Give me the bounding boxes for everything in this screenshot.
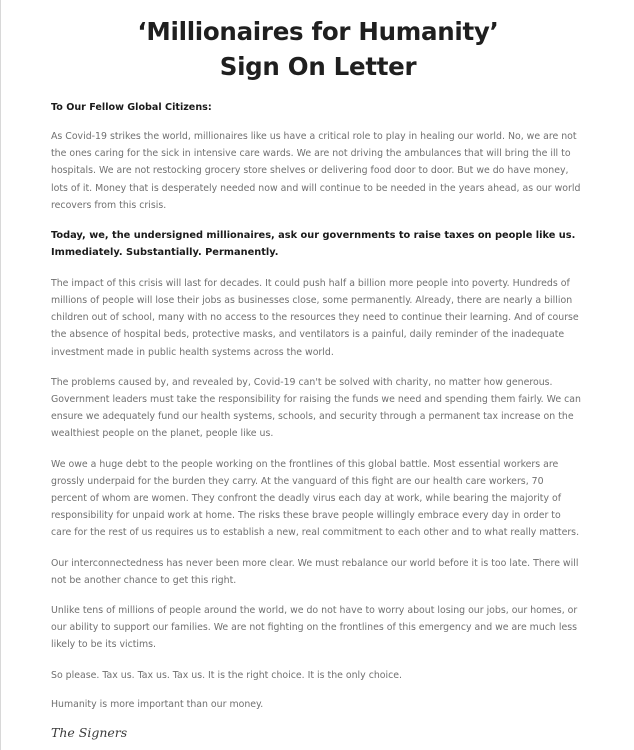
paragraph-intro: As Covid-19 strikes the world, millionaires like us have a critical role to play in healing our world. No, we are not the ones caring for the sick in intensive care wards. We are not driving the ambulances that will bring the ill to hospitals. We are not restocking grocery store shelves or delivering food door to door. But we do have money, lots of it. Money that is desperately needed now and will continue to be needed in the years ahead, as our world recovers from this crisis.: [51, 131, 581, 211]
salutation: To Our Fellow Global Citizens:: [51, 102, 212, 113]
title-line-2: Sign On Letter: [219, 52, 417, 81]
signature: The Signers: [51, 725, 128, 741]
paragraph-interconnectedness: Our interconnectedness has never been more clear. We must rebalance our world before it is too late. There will not be another chance to get this right.: [51, 557, 579, 586]
paragraph-debt: We owe a huge debt to the people working on the frontlines of this global battle. Most essential workers are grossly underpaid for the burden they carry. At the vanguard of this fight are our health care workers, 70 percent of whom are women. They confront the deadly virus each day at work, while bearing the majority of responsibility for unpaid work at home. The risks these brave people willingly embrace every day in order to care for the rest of us requires us to establish a new, real commitment to each other and to what really matters.: [51, 458, 580, 539]
paragraph-impact: The impact of this crisis will last for decades. It could push half a billion more people into poverty. Hundreds of millions of people will lose their jobs as businesses close, some permanently. Already, there are nearly a billion children out of school, many with no access to the resources they need to continue their learning. And of course the absence of hospital beds, protective masks, and ventilators is a painful, daily reminder of the inadequate investment made in public health systems across the world.: [51, 277, 579, 358]
paragraph-tax-us: So please. Tax us. Tax us. Tax us. It is the right choice. It is the only choice.: [51, 669, 403, 681]
letter-body: [51, 100, 581, 740]
paragraph-problems: The problems caused by, and revealed by, Covid-19 can't be solved with charity, no matter how generous. Government leaders must take the responsibility for raising the funds we need and spending them fairly. We can ensure we adequately fund our health systems, schools, and security through a permanent tax increase on the wealthiest people on the planet, people like us.: [51, 376, 581, 440]
paragraph-unlike: Unlike tens of millions of people around the world, we do not have to worry about losing our jobs, our homes, or our ability to support our families. We are not fighting on the frontlines of this emergency and we are much less likely to be its victims.: [51, 605, 578, 651]
title-line-1: ‘Millionaires for Humanity’: [137, 17, 499, 46]
paragraph-demand: Today, we, the undersigned millionaires, ask our governments to raise taxes on people like us. Immediately. Substantially. Permanently.: [51, 230, 576, 259]
paragraph-humanity: Humanity is more important than our money.: [51, 698, 264, 710]
